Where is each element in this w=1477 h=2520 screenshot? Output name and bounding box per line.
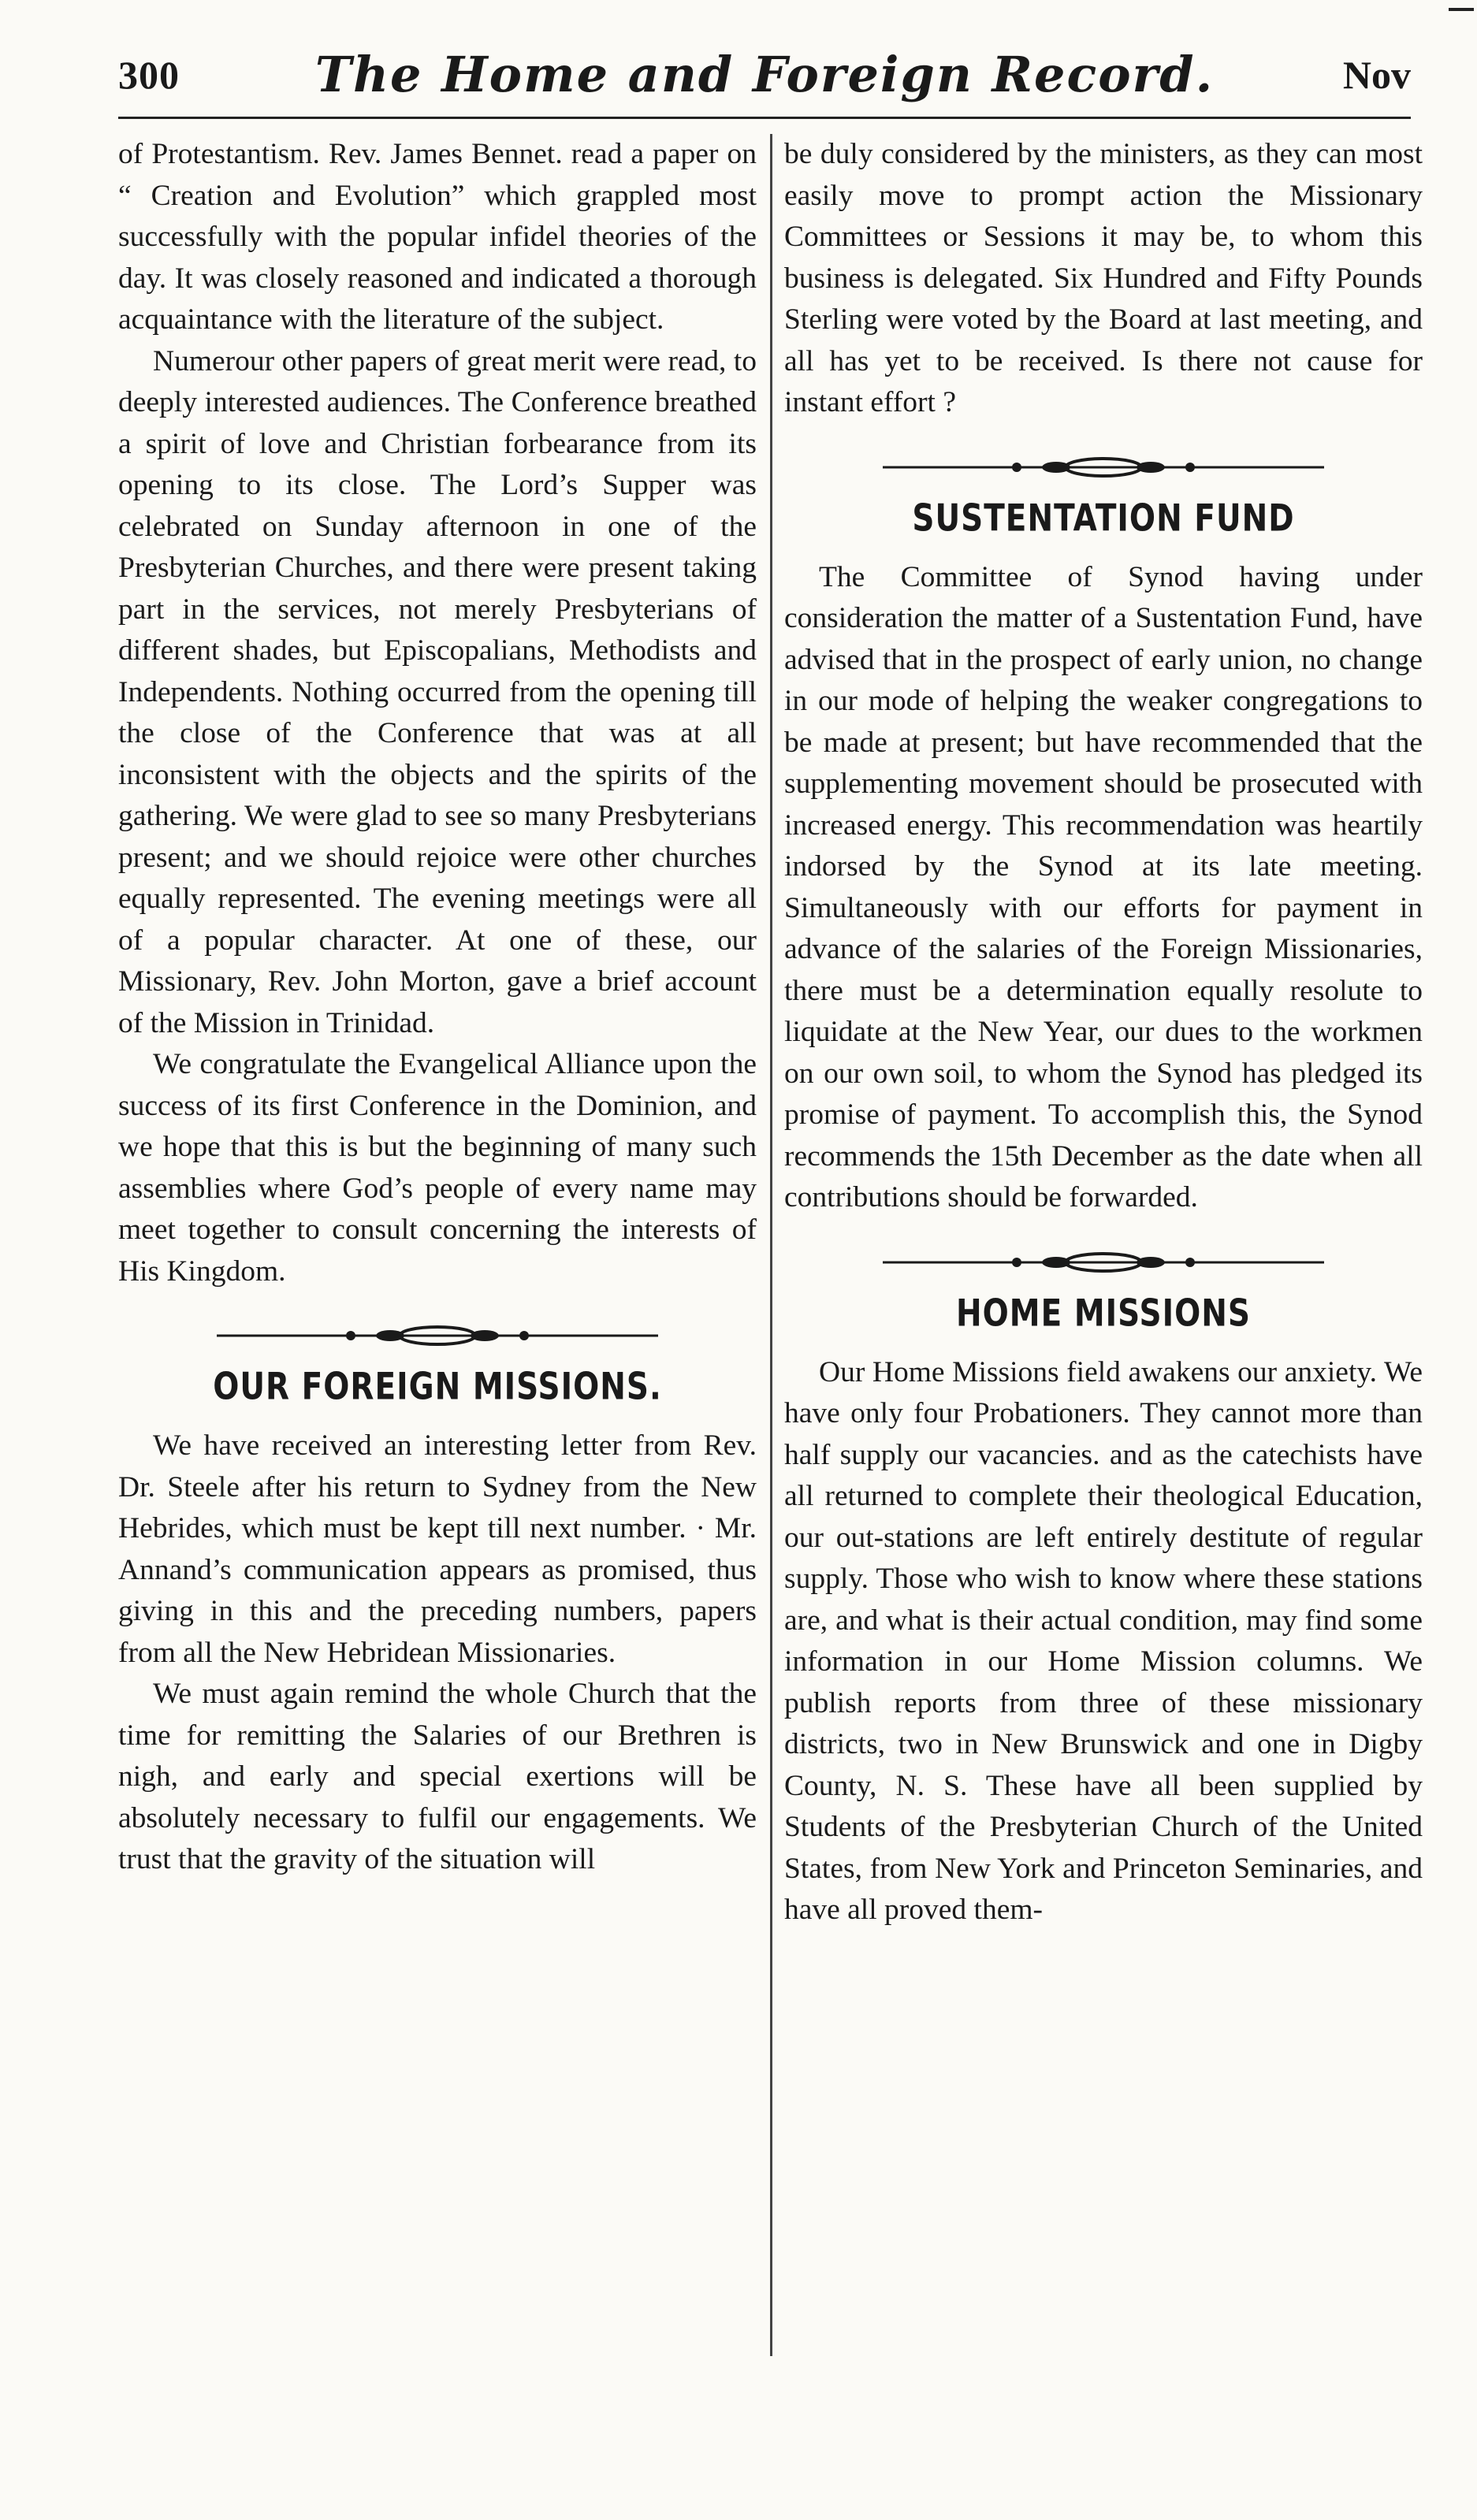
- page-number: 300: [118, 53, 180, 97]
- right-column: [784, 134, 1423, 1931]
- edge-mark: [1449, 8, 1474, 11]
- article-paragraph: The Committee of Synod having under consideration the matter of a Sustentation Fund, have advised that in the prospect of early union, no change in our mode of helping the weaker congregations to be made at present; but have recommended that the supplementing movement should be prosecuted with increased energy. This recommendation was heartily indorsed by the Synod at its late meeting. Simultaneously with our efforts for payment in advance of the salaries of the Foreign Missionaries, there must be a determination equally resolute to liquidate at the New Year, our dues to the workmen on our own soil, to whom the Synod has pledged its promise of payment. To accomplish this, the Synod recommends the 15th December as the date when all contributions should be forwarded.: [784, 560, 1423, 1214]
- article-paragraph: We have received an interesting letter from Rev. Dr. Steele after his return to Sydney from the New Hebrides, which must be kept till next number. · Mr. Annand’s communication appears as promised, thus giving in this and the preceding numbers, papers from all the New Hebridean Missionaries.: [118, 1429, 757, 1669]
- page-header: [118, 46, 1411, 119]
- left-column: [118, 134, 757, 1881]
- article-paragraph: We congratulate the Evangelical Alliance upon the success of its first Conference in the Dominion, and we hope that this is but the beginning of many such assemblies where God’s people of every name may meet together to consult concerning the interests of His Kingdom.: [118, 1048, 757, 1288]
- article-paragraph: We must again remind the whole Church that the time for remitting the Salaries of our Brethren is nigh, and early and special exertions will be absolutely necessary to fulfil our engagements. We trust that the gravity of the situation will: [118, 1678, 757, 1875]
- column-rule: [770, 134, 772, 2356]
- section-heading-home-missions: HOME MISSIONS: [956, 1292, 1251, 1335]
- scroll-ornament-icon: [883, 1251, 1324, 1274]
- article-paragraph: of Protestantism. Rev. James Bennet. read a paper on “ Creation and Evolution” which grappled most successfully with the popular infidel theories of the day. It was closely reasoned and indicated a thorough acquaintance with the literature of the subject.: [118, 138, 757, 336]
- article-paragraph: be duly considered by the ministers, as they can most easily move to prompt action the Missionary Committees or Sessions it may be, to whom this business is delegated. Six Hundred and Fifty Pounds Sterling were voted by the Board at last meeting, and all has yet to be received. Is there not cause for instant effort ?: [784, 138, 1423, 418]
- scroll-ornament-icon: [217, 1324, 658, 1347]
- issue-month: Nov: [1342, 53, 1411, 97]
- article-paragraph: Numerour other papers of great merit were read, to deeply interested audiences. The Conference breathed a spirit of love and Christian forbearance from its opening to its close. The Lord’s Supper was celebrated on Sunday afternoon in one of the Presbyterian Churches, and there were present taking part in the services, not merely Presbyterians of different shades, but Episcopalians, Methodists and Independents. Nothing occurred from the opening till the close of the Conference that was at all inconsistent with the objects and the spirits of the gathering. We were glad to see so many Presbyterians present; and we should rejoice were other churches equally represented. The evening meetings were all of a popular character. At one of these, our Missionary, Rev. John Morton, gave a brief account of the Mission in Trinidad.: [118, 344, 757, 1039]
- scroll-ornament-icon: [883, 455, 1324, 479]
- section-heading-sustentation-fund: SUSTENTATION FUND: [912, 497, 1295, 540]
- section-heading-foreign-missions: OUR FOREIGN MISSIONS.: [213, 1366, 662, 1409]
- journal-title: The Home and Foreign Record.: [314, 46, 1215, 103]
- article-paragraph: Our Home Missions field awakens our anxiety. We have only four Probationers. They cannot more than half supply our vacancies. and as the catechists have all returned to complete their theological Education, our out-stations are left entirely destitute of regular supply. Those who wish to know where these stations are, and what is their actual condition, may find some information in our Home Mission columns. We publish reports from three of these missionary districts, two in New Brunswick and one in Digby County, N. S. These have all been supplied by Students of the Presbyterian Church of the United States, from New York and Princeton Seminaries, and have all proved them-: [784, 1355, 1423, 1926]
